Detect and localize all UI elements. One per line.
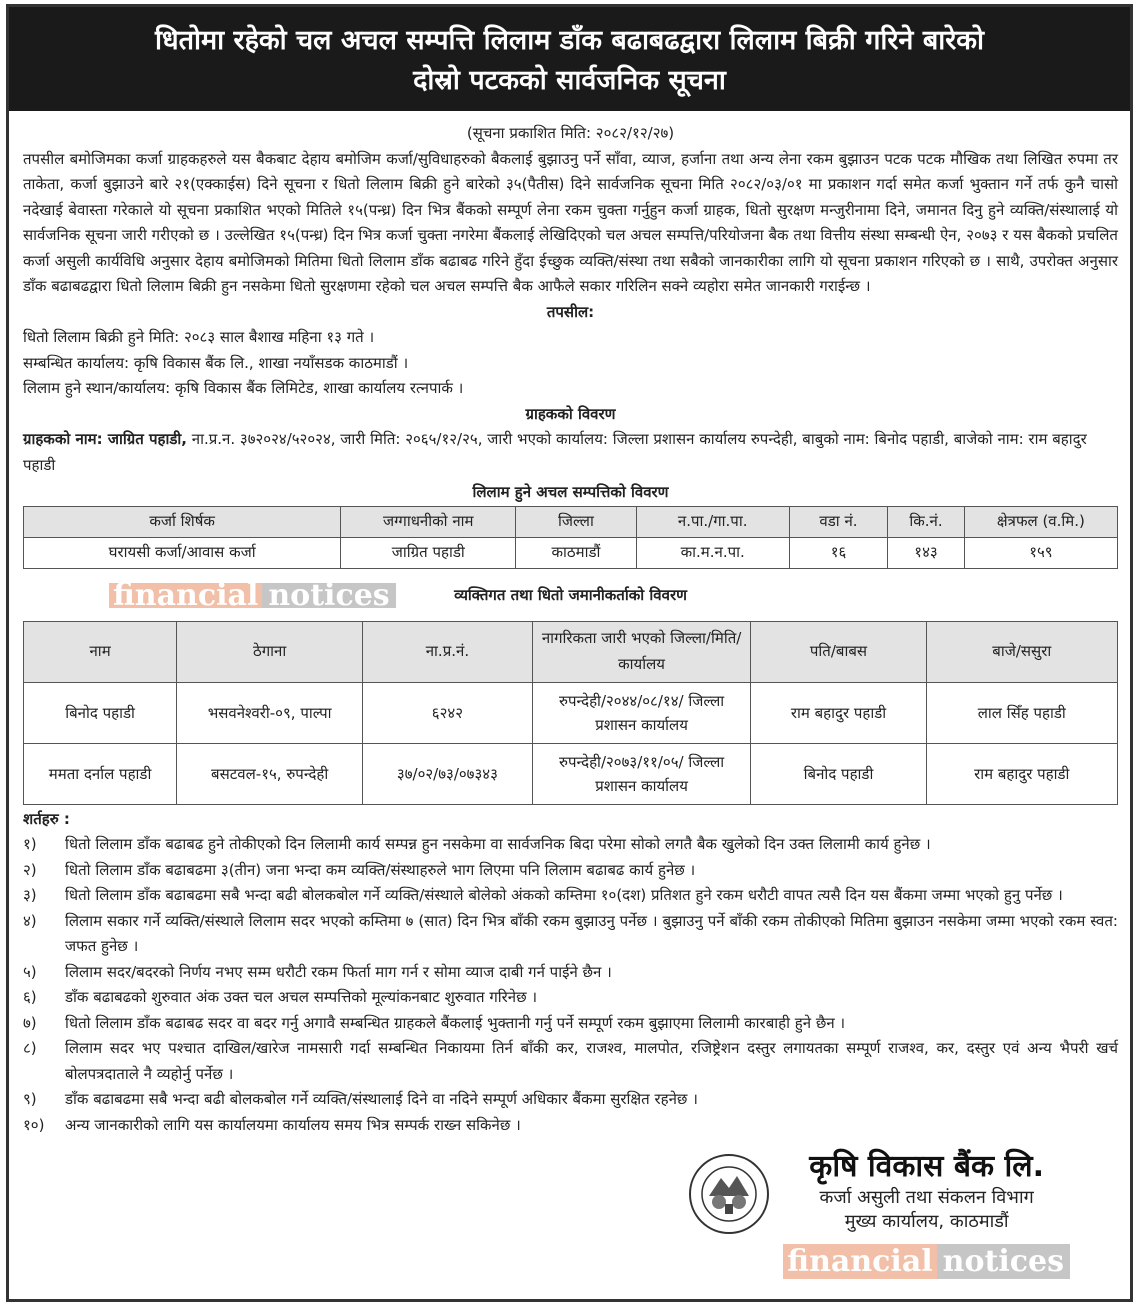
guarantors-table xyxy=(23,621,1118,805)
guarantors-heading-row xyxy=(23,575,1118,617)
signature-block xyxy=(783,1148,1070,1282)
property-heading: लिलाम हुने अचल सम्पत्तिको विवरण xyxy=(472,483,669,501)
cell: जाग्रित पहाडी xyxy=(341,537,516,568)
term-number: ९) xyxy=(23,1090,37,1108)
cell: बसटवल-१५, रुपन्देही xyxy=(177,743,363,804)
term-item xyxy=(23,960,1118,986)
table-row xyxy=(24,682,1118,743)
term-item xyxy=(23,883,1118,909)
customer-info: ना.प्र.न. ३७२०२४/५२०२४, जारी मिति: २०६५/१२/२५, जारी भएको कार्यालय: जिल्ला प्रशासन कार्यालय रुपन्देही, बाबुको नाम: बिनोद पहाडी, बाजेको नाम: राम बहादुर पहाडी xyxy=(23,430,1087,474)
column-header: नाम xyxy=(24,621,177,682)
terms-heading: शर्तहरु : xyxy=(23,809,70,828)
table-row xyxy=(24,537,1118,568)
bank-name: कृषि विकास बैंक लि. xyxy=(809,1149,1044,1184)
term-item xyxy=(23,1113,1118,1139)
details-line: धितो लिलाम बिक्री हुने मिति: २०८३ साल बैशाख महिना १३ गते । xyxy=(23,328,375,346)
mountain-seal-icon xyxy=(699,1164,759,1224)
cell: लाल सिँह पहाडी xyxy=(926,682,1117,743)
watermark-part1: financial xyxy=(109,583,262,609)
term-number: १) xyxy=(23,835,37,853)
cell: रुपन्देही/२०७३/११/०५/ जिल्ला प्रशासन कार्यालय xyxy=(532,743,751,804)
column-header: वडा नं. xyxy=(789,506,887,537)
cell: काठमाडौं xyxy=(516,537,636,568)
term-number: १०) xyxy=(23,1115,45,1134)
term-text: धितो लिलाम डाँक बढाबढमा ३(तीन) जना भन्दा कम व्यक्ति/संस्थाहरुले भाग लिएमा पनि लिलाम बढाबढ कार्य हुनेछ । xyxy=(65,860,696,879)
column-header: कि.नं. xyxy=(888,506,965,537)
guarantors-heading: व्यक्तिगत तथा धितो जमानीकर्ताको विवरण xyxy=(454,585,687,604)
term-number: ६) xyxy=(23,988,37,1006)
term-number: २) xyxy=(23,860,37,879)
term-text: धितो लिलाम डाँक बढाबढ हुने तोकीएको दिन लिलामी कार्य सम्पन्न हुन नसकेमा वा सार्वजनिक बिदा परेमा सोको लगतै बैक खुलेको दिन उक्त लिलामी कार्य हुनेछ । xyxy=(65,835,931,853)
cell: ममता दर्नाल पहाडी xyxy=(24,743,177,804)
term-text: धितो लिलाम डाँक बढाबढ सदर वा बदर गर्नु अगावै सम्बन्धित ग्राहकले बैंकलाई भुक्तानी गर्नु पर्ने सम्पूर्ण रकम बुझाएमा लिलामी कारबाही हुने छैन । xyxy=(65,1013,846,1032)
customer-heading: ग्राहकको विवरण xyxy=(525,404,616,423)
watermark-financialnotices xyxy=(783,1240,1070,1282)
cell: बिनोद पहाडी xyxy=(24,682,177,743)
notice-title-line1: धितोमा रहेको चल अचल सम्पत्ति लिलाम डाँक बढाबढद्वारा लिलाम बिक्री गरिने बारेको xyxy=(155,25,984,56)
customer-name-label: ग्राहकको नाम: जाग्रित पहाडी, xyxy=(23,430,187,448)
cell: १५९ xyxy=(964,537,1117,568)
intro-paragraph: तपसील बमोजिमका कर्जा ग्राहकहरुले यस बैकबाट देहाय बमोजिम कर्जा/सुविधाहरुको बैकलाई बुझाउनु पर्ने साँवा, व्याज, हर्जाना तथा अन्य लेना रकम बुझाउन पटक पटक मौखिक तथा लिखित रुपमा तर ताकेता, कर्जा बुझाउने बारे २१(एक्काईस) दिने सूचना र धितो लिलाम बिक्री हुने बारेको ३५(पैतीस) दिने सार्वजनिक सूचना मिति २०८२/०३/०१ मा प्रकाशन गर्दा समेत कर्जा भुक्तान गर्ने तर्फ कुनै चासो नदेखाई बेवास्ता गरेकाले यो सूचना प्रकाशित भएको मितिले १५(पन्ध्र) दिन भित्र बैंकको सम्पूर्ण लेना रकम चुक्ता गर्नुहुन कर्जा ग्राहक, धितो सुरक्षण मन्जुरीनामा दिने, जमानत दिनु हुने व्यक्ति/संस्थालाई यो सार्वजनिक सूचना जारी गरीएको छ । उल्लेखित १५(पन्ध्र) दिन भित्र कर्जा चुक्ता नगरेमा बैंकलाई लेखिदिएको चल अचल सम्पत्ति/परियोजना बैक तथा वित्तीय संस्था सम्बन्धी ऐन, २०७३ र यस बैकको प्रचलित कर्जा असुली कार्यविधि अनुसार देहाय बमोजिमको मितिमा धितो लिलाम डाँक बढाबढ गरिने हुँदा ईच्छुक व्यक्ति/संस्था तथा सबैको जानकारीका लागि यो सूचना प्रकाशन गरिएको छ । साथै, उपरोक्त अनुसार डाँक बढाबढद्वारा धितो लिलाम बिक्री हुन नसकेमा धितो सुरक्षणमा रहेको चल अचल सम्पत्ति बैक आफैले सकार गरिलिन सक्ने व्यहोरा समेत जानकारी गराईन्छ । xyxy=(23,149,1118,295)
cell: घरायसी कर्जा/आवास कर्जा xyxy=(24,537,341,568)
term-item xyxy=(23,1011,1118,1037)
term-number: ५) xyxy=(23,962,37,981)
cell: राम बहादुर पहाडी xyxy=(751,682,926,743)
term-text: डाँक बढाबढमा सबै भन्दा बढी बोलकबोल गर्ने व्यक्ति/संस्थालाई दिने वा नदिने सम्पूर्ण अधिकार बैंकमा सुरक्षित रहनेछ । xyxy=(65,1090,698,1108)
details-line: सम्बन्धित कार्यालय: कृषि विकास बैंक लि., शाखा नयाँसडक काठमाडौं । xyxy=(23,353,409,372)
term-text: लिलाम सदर/बदरको निर्णय नभए सम्म धरौटी रकम फिर्ता माग गर्न र सोमा व्याज दाबी गर्न पाईने छैन । xyxy=(65,962,612,981)
terms-list xyxy=(23,832,1118,1138)
cell: रुपन्देही/२०४४/०८/१४/ जिल्ला प्रशासन कार्यालय xyxy=(532,682,751,743)
details-line: लिलाम हुने स्थान/कार्यालय: कृषि विकास बैंक लिमिटेड, शाखा कार्यालय रत्नपार्क । xyxy=(23,379,464,397)
watermark-part2: notices xyxy=(262,583,395,609)
table-header-row xyxy=(24,621,1118,682)
property-table xyxy=(23,506,1118,569)
term-item xyxy=(23,832,1118,858)
term-text: धितो लिलाम डाँक बढाबढमा सबै भन्दा बढी बोलकबोल गर्ने व्यक्ति/संस्थाले बोलेको अंकको कम्तिमा १०(दश) प्रतिशत हुने रकम धरौटी वापत त्यसै दिन यस बैंकमा जम्मा भएको हुनु पर्नेछ । xyxy=(65,886,1063,904)
watermark-financialnotices xyxy=(109,575,396,617)
term-item xyxy=(23,858,1118,884)
term-text: लिलाम सदर भए पश्चात दाखिल/खारेज नामसारी गर्दा सम्बन्धित निकायमा तिर्न बाँकी कर, राजश्व, मालपोत, रजिष्ट्रेशन दस्तुर लगायतका सम्पूर्ण राजश्व, कर, दस्तुर एवं अन्य भैपरी खर्च बोलपत्रदाताले नै व्यहोर्नु पर्नेछ । xyxy=(65,1039,1118,1083)
term-number: ३) xyxy=(23,886,37,904)
column-header: कर्जा शिर्षक xyxy=(24,506,341,537)
column-header: पति/बाबस xyxy=(751,621,926,682)
published-date: (सूचना प्रकाशित मिति: २०८२/१२/२७) xyxy=(466,124,675,142)
cell: १६ xyxy=(789,537,887,568)
term-number: ८) xyxy=(23,1039,37,1057)
cell: बिनोद पहाडी xyxy=(751,743,926,804)
term-text: डाँक बढाबढको शुरुवात अंक उक्त चल अचल सम्पत्तिको मूल्यांकनबाट शुरुवात गरिनेछ । xyxy=(65,988,538,1006)
watermark-part1: financial xyxy=(783,1244,936,1279)
term-text: लिलाम सकार गर्ने व्यक्ति/संस्थाले लिलाम सदर भएको कम्तिमा ७ (सात) दिन भित्र बाँकी रकम बुझाउनु पर्नेछ । बुझाउनु पर्ने बाँकी रकम तोकीएको मितिमा बुझाउन नसकेमा जम्मा भएको रकम स्वत: जफत हुनेछ । xyxy=(65,911,1118,955)
term-number: ७) xyxy=(23,1013,37,1032)
column-header: ठेगाना xyxy=(177,621,363,682)
cell: का.म.न.पा. xyxy=(636,537,789,568)
watermark-part2: notices xyxy=(937,1244,1070,1279)
cell: ३७/०२/७३/०७३४३ xyxy=(363,743,533,804)
cell: १४३ xyxy=(888,537,965,568)
term-text: अन्य जानकारीको लागि यस कार्यालयमा कार्यालय समय भित्र सम्पर्क राख्न सकिनेछ । xyxy=(65,1115,521,1134)
term-item xyxy=(23,909,1118,960)
bank-seal-logo xyxy=(689,1154,769,1234)
notice-frame xyxy=(6,4,1133,1302)
cell: राम बहादुर पहाडी xyxy=(926,743,1117,804)
column-header: ना.प्र.नं. xyxy=(363,621,533,682)
table-row xyxy=(24,743,1118,804)
office-name: मुख्य कार्यालय, काठमाडौं xyxy=(844,1211,1009,1232)
cell: भसवनेश्वरी-०९, पाल्पा xyxy=(177,682,363,743)
notice-header xyxy=(9,7,1130,111)
column-header: बाजे/ससुरा xyxy=(926,621,1117,682)
cell: ६२४२ xyxy=(363,682,533,743)
column-header: न.पा./गा.पा. xyxy=(636,506,789,537)
table-header-row xyxy=(24,506,1118,537)
term-item xyxy=(23,985,1118,1011)
column-header: क्षेत्रफल (व.मि.) xyxy=(964,506,1117,537)
column-header: जिल्ला xyxy=(516,506,636,537)
term-number: ४) xyxy=(23,911,37,930)
column-header: जग्गाधनीको नाम xyxy=(341,506,516,537)
customer-details xyxy=(23,427,1118,478)
column-header: नागरिकता जारी भएको जिल्ला/मिति/कार्यालय xyxy=(532,621,751,682)
notice-body xyxy=(9,111,1130,1138)
details-heading: तपसील: xyxy=(546,302,595,321)
term-item xyxy=(23,1036,1118,1087)
signature-footer xyxy=(9,1138,1130,1290)
department-name: कर्जा असुली तथा संकलन विभाग xyxy=(819,1187,1034,1208)
notice-title-line2: दोस्रो पटकको सार्वजनिक सूचना xyxy=(413,65,726,96)
term-item xyxy=(23,1087,1118,1113)
